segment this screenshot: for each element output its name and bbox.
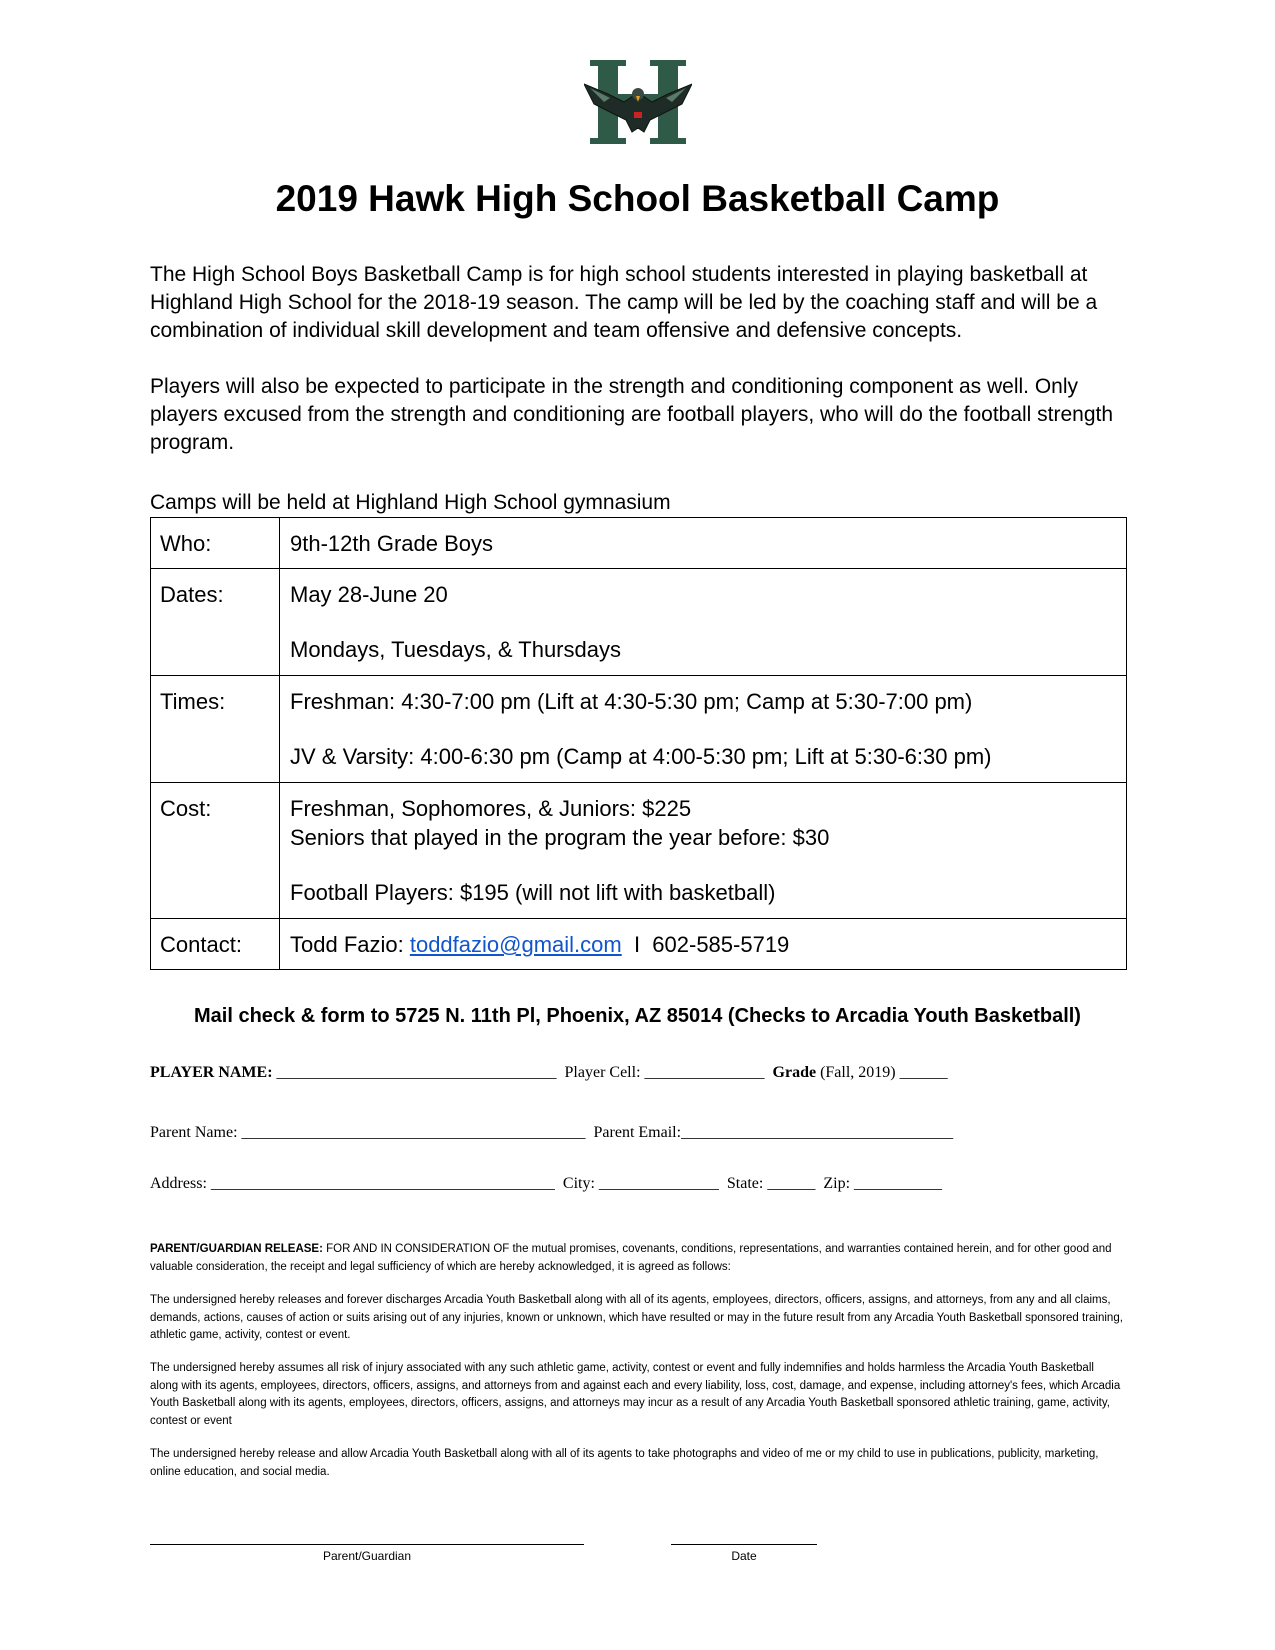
contact-email-link[interactable]: toddfazio@gmail.com [409, 932, 622, 957]
release-intro [150, 1241, 1125, 1276]
parent-email-label: Parent Email: [585, 1124, 682, 1141]
dates-value-cell: May 28-June 20 Mondays, Tuesdays, & Thursdays [280, 569, 1127, 676]
release-discharge-paragraph: The undersigned hereby releases and forever discharges Arcadia Youth Basketball along with all of its agents, employees, directors, officers, assigns, and attorneys, from any and all claims, demands, actions, causes of action or suits arising out of any injuries, known or unknown, which have resulted or may in the future result from any Arcadia Youth Basketball sponsored training, athletic game, activity, contest or event. [150, 1294, 1123, 1341]
address-info-line [150, 1175, 942, 1193]
contact-separator: I [621, 932, 653, 957]
contact-label-cell: Contact: [151, 919, 280, 970]
cost-value-cell: Freshman, Sophomores, & Juniors: $225 Seniors that played in the program the year before: $30 Football Players: $195 (will not lift with basketball) [280, 783, 1127, 919]
grade-note: (Fall, 2019) [816, 1064, 896, 1081]
table-row [151, 518, 1127, 569]
camp-details-table [150, 517, 1127, 970]
intro-paragraph: The High School Boys Basketball Camp is for high school students interested in playing basketball at Highland High School for the 2018-19 season. The camp will be led by the coaching staff and will be a combination of individual skill development and team offensive and defensive concepts. [150, 263, 1098, 342]
player-info-line [150, 1064, 948, 1082]
conditioning-paragraph: Players will also be expected to participate in the strength and conditioning component as well. Only players excused from the strength and conditioning are football players, who will do the football strength program. [150, 375, 1114, 454]
grade-field[interactable]: ______ [895, 1064, 948, 1081]
player-name-field[interactable]: ___________________________________ [272, 1064, 557, 1081]
parent-name-field[interactable]: ___________________________________________ [237, 1124, 586, 1141]
grade-label: Grade [764, 1064, 817, 1081]
times-label-cell: Times: [151, 676, 280, 783]
page-title: 2019 Hawk High School Basketball Camp [275, 178, 1000, 219]
dates-label-cell: Dates: [151, 569, 280, 676]
player-name-label: PLAYER NAME: [150, 1064, 273, 1081]
parent-signature-line[interactable] [150, 1544, 584, 1545]
date-caption: Date [731, 1549, 757, 1563]
release-intro-text: FOR AND IN CONSIDERATION OF the mutual promises, covenants, conditions, representations, and warranties contained herein, and for other good and valuable consideration, the receipt and legal sufficiency of which are hereby acknowledged, it is agreed as follows: [150, 1243, 1112, 1273]
contact-value-cell [280, 919, 1127, 970]
city-label: City: [554, 1175, 595, 1192]
contact-name: Todd Fazio: [290, 932, 410, 957]
address-field[interactable]: ___________________________________________ [206, 1175, 555, 1192]
zip-label: Zip: [815, 1175, 851, 1192]
parent-name-label: Parent Name: [150, 1124, 238, 1141]
address-label: Address: [150, 1175, 207, 1192]
zip-field[interactable]: ___________ [850, 1175, 943, 1192]
city-field[interactable]: _______________ [594, 1175, 719, 1192]
release-media-paragraph: The undersigned hereby release and allow Arcadia Youth Basketball along with all of its agents to take photographs and video of me or my child to use in publications, publicity, marketing, online education, and social media. [150, 1448, 1099, 1478]
parent-signature-caption: Parent/Guardian [322, 1549, 412, 1563]
location-paragraph: Camps will be held at Highland High School gymnasium [150, 491, 671, 514]
table-row [151, 783, 1127, 919]
mail-instructions: Mail check & form to 5725 N. 11th Pl, Phoenix, AZ 85014 (Checks to Arcadia Youth Basketball) [194, 1005, 1081, 1027]
parent-info-line [150, 1124, 953, 1142]
hawk-h-logo-icon [584, 58, 692, 148]
state-field[interactable]: ______ [763, 1175, 816, 1192]
times-value-cell: Freshman: 4:30-7:00 pm (Lift at 4:30-5:30 pm; Camp at 5:30-7:00 pm) JV & Varsity: 4:00-6:30 pm (Camp at 4:00-5:30 pm; Lift at 5:30-6:30 pm) [280, 676, 1127, 783]
state-label: State: [718, 1175, 764, 1192]
table-row [151, 919, 1127, 970]
who-label-cell: Who: [151, 518, 280, 569]
release-risk-paragraph: The undersigned hereby assumes all risk of injury associated with any such athletic game, activity, contest or event and fully indemnifies and holds harmless the Arcadia Youth Basketball along with its agents, employees, directors, officers, assigns, and attorneys from and against each and every liability, loss, cost, damage, and expense, including attorney's fees, which Arcadia Youth Basketball along with its agents, employees, directors, officers, assigns, and attorneys may incur as a result of any Arcadia Youth Basketball sponsored athletic training, game, activity, contest or event [150, 1362, 1121, 1427]
date-signature-line[interactable] [671, 1544, 817, 1545]
table-row [151, 676, 1127, 783]
cost-label-cell: Cost: [151, 783, 280, 919]
school-logo [584, 58, 692, 148]
player-cell-field[interactable]: _______________ [640, 1064, 765, 1081]
parent-email-field[interactable]: __________________________________ [681, 1124, 954, 1141]
table-row [151, 569, 1127, 676]
who-value-cell: 9th-12th Grade Boys [280, 518, 1127, 569]
release-heading: PARENT/GUARDIAN RELEASE: [150, 1243, 323, 1255]
contact-phone: 602-585-5719 [652, 932, 790, 957]
player-cell-label: Player Cell: [556, 1064, 641, 1081]
